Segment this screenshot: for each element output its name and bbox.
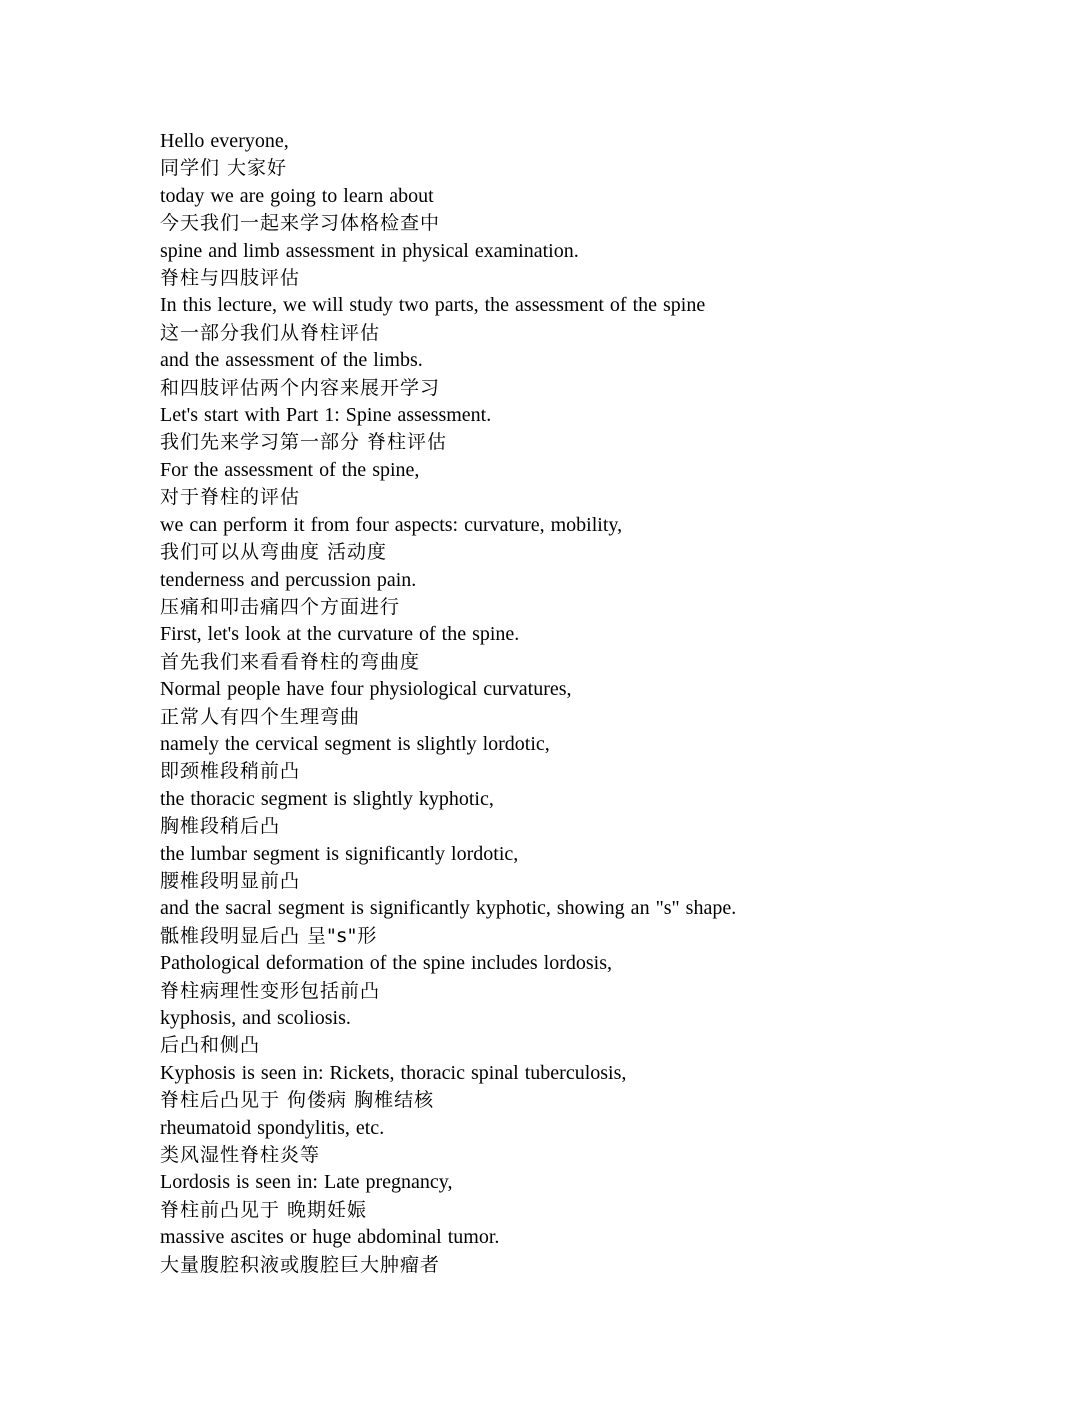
english-line: In this lecture, we will study two parts, the assessment of the spine <box>160 294 706 317</box>
english-line: kyphosis, and scoliosis. <box>160 1007 351 1029</box>
english-line: Lordosis is seen in: Late pregnancy, <box>160 1171 453 1194</box>
chinese-line: 首先我们来看看脊柱的弯曲度 <box>160 650 421 673</box>
chinese-line: 对于脊柱的评估 <box>160 486 301 509</box>
transcript-pair <box>160 1005 1040 1060</box>
transcript-pair <box>160 731 1040 786</box>
transcript-pair <box>160 347 1040 402</box>
transcript-pair <box>160 183 1040 238</box>
transcript-pair <box>160 1169 1040 1224</box>
english-line: massive ascites or huge abdominal tumor. <box>160 1226 500 1249</box>
english-line: today we are going to learn about <box>160 184 434 207</box>
chinese-line: 这一部分我们从脊柱评估 <box>160 321 381 344</box>
english-line: the lumbar segment is significantly lordotic, <box>160 842 519 865</box>
english-line: First, let's look at the curvature of the spine. <box>160 623 520 646</box>
english-line: and the sacral segment is significantly kyphotic, showing an "s" shape. <box>160 897 737 920</box>
transcript-pair <box>160 512 1040 567</box>
chinese-line: 即颈椎段稍前凸 <box>160 760 301 783</box>
transcript-pair <box>160 292 1040 347</box>
transcript-pair <box>160 238 1040 293</box>
transcript-pair <box>160 402 1040 457</box>
chinese-line: 脊柱与四肢评估 <box>160 267 301 290</box>
english-line: Normal people have four physiological curvatures, <box>160 678 572 701</box>
english-line: the thoracic segment is slightly kyphotic, <box>160 787 494 810</box>
english-line: spine and limb assessment in physical examination. <box>160 239 579 262</box>
english-line: we can perform it from four aspects: curvature, mobility, <box>160 513 623 536</box>
transcript-pair <box>160 1115 1040 1170</box>
transcript-pair <box>160 621 1040 676</box>
chinese-line: 今天我们一起来学习体格检查中 <box>160 212 441 235</box>
transcript-pair <box>160 567 1040 622</box>
chinese-line: 脊柱前凸见于 晚期妊娠 <box>160 1198 368 1221</box>
chinese-line: 我们可以从弯曲度 活动度 <box>160 541 388 564</box>
transcript-pair <box>160 1224 1040 1279</box>
chinese-line: 同学们 大家好 <box>160 157 288 180</box>
chinese-line: 我们先来学习第一部分 脊柱评估 <box>160 431 448 454</box>
chinese-line: 正常人有四个生理弯曲 <box>160 705 361 728</box>
chinese-line: 压痛和叩击痛四个方面进行 <box>160 595 401 618</box>
english-line: namely the cervical segment is slightly lordotic, <box>160 732 550 755</box>
english-line: Pathological deformation of the spine includes lordosis, <box>160 952 613 975</box>
transcript-pair <box>160 895 1040 950</box>
chinese-line: 脊柱后凸见于 佝偻病 胸椎结核 <box>160 1089 435 1112</box>
chinese-line: 骶椎段明显后凸 呈"s"形 <box>160 924 378 947</box>
chinese-line: 腰椎段明显前凸 <box>160 869 301 892</box>
transcript-pair <box>160 841 1040 896</box>
chinese-line: 类风湿性脊柱炎等 <box>160 1144 321 1167</box>
english-line: For the assessment of the spine, <box>160 458 420 481</box>
transcript-pair <box>160 128 1040 183</box>
english-line: rheumatoid spondylitis, etc. <box>160 1116 385 1139</box>
transcript-pair <box>160 457 1040 512</box>
english-line: Kyphosis is seen in: Rickets, thoracic spinal tuberculosis, <box>160 1061 627 1084</box>
english-line: Let's start with Part 1: Spine assessment. <box>160 404 492 427</box>
english-line: and the assessment of the limbs. <box>160 349 423 372</box>
transcript-pair <box>160 950 1040 1005</box>
english-line: tenderness and percussion pain. <box>160 568 417 591</box>
transcript-pair <box>160 1060 1040 1115</box>
chinese-line: 后凸和侧凸 <box>160 1034 261 1057</box>
transcript-pair <box>160 786 1040 841</box>
english-line: Hello everyone, <box>160 130 289 152</box>
transcript-pair <box>160 676 1040 731</box>
bilingual-transcript <box>160 128 1040 1279</box>
chinese-line: 和四肢评估两个内容来展开学习 <box>160 376 441 399</box>
chinese-line: 大量腹腔积液或腹腔巨大肿瘤者 <box>160 1253 441 1276</box>
chinese-line: 脊柱病理性变形包括前凸 <box>160 979 381 1002</box>
chinese-line: 胸椎段稍后凸 <box>160 815 281 838</box>
